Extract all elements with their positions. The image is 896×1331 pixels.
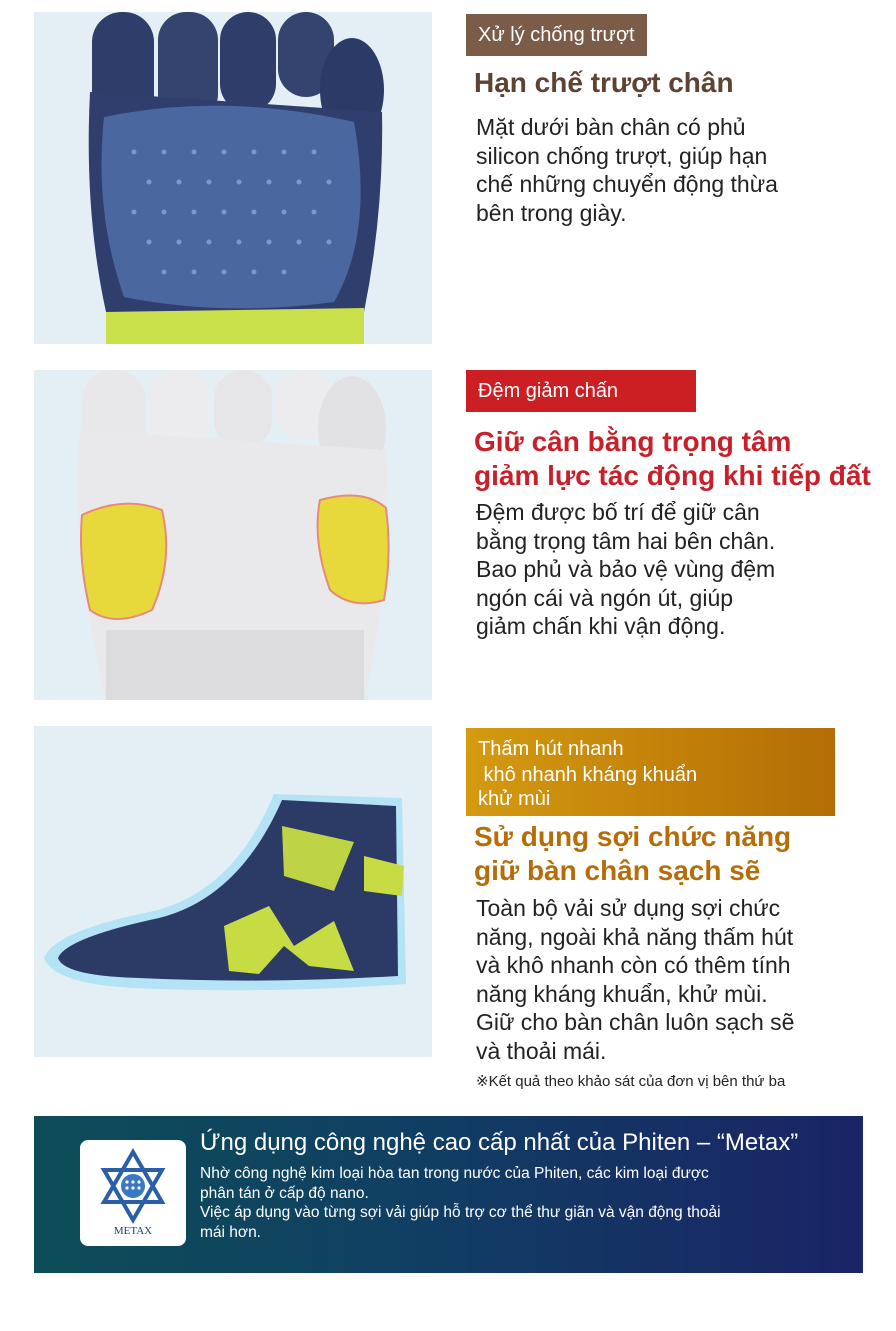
survey-note: ※Kết quả theo khảo sát của đơn vị bên thứ ba	[476, 1073, 786, 1090]
metax-logo-label: METAX	[113, 1225, 153, 1237]
metax-logo	[80, 1140, 186, 1246]
feature-description: Toàn bộ vải sử dụng sợi chức năng, ngoài khả năng thấm hút và khô nhanh còn có thêm tính năng kháng khuẩn, khử mùi. Giữ cho bàn chân luôn sạch sẽ và thoải mái.	[476, 895, 795, 1064]
navy-sock-sole-image	[34, 12, 432, 344]
feature-tag-line2: khô nhanh kháng khuẩn	[478, 764, 698, 786]
feature-tag-line3: khử mùi	[478, 788, 551, 810]
banner-description: Nhờ công nghệ kim loại hòa tan trong nước của Phiten, các kim loại được phân tán ở cấp độ nano. Việc áp dụng vào từng sợi vải giúp hỗ trợ cơ thể thư giãn và vận động thoải mái hơn.	[200, 1165, 721, 1241]
feature-heading-line1: Sử dụng sợi chức năng	[474, 821, 792, 852]
feature-heading: Hạn chế trượt chân	[474, 67, 734, 98]
feature-heading-line2: giữ bàn chân sạch sẽ	[474, 855, 761, 886]
feature-tag	[466, 728, 835, 816]
feature-description: Mặt dưới bàn chân có phủ silicon chống trượt, giúp hạn chế những chuyển động thừa bên trong giày.	[476, 114, 778, 226]
feature-heading-line1: Giữ cân bằng trọng tâm	[474, 426, 792, 457]
ankle-sock-image	[34, 726, 432, 1057]
feature-tag: Đệm giảm chấn	[466, 370, 696, 412]
feature-description: Đệm được bố trí để giữ cân bằng trọng tâm hai bên chân. Bao phủ và bảo vệ vùng đệm ngón cái và ngón út, giúp giảm chấn khi vận động.	[476, 499, 776, 639]
metax-banner	[34, 1116, 863, 1273]
metax-star-icon	[104, 1152, 162, 1220]
feature-tag: Xử lý chống trượt	[466, 14, 647, 56]
white-sock-cushion-image	[34, 370, 432, 700]
feature-heading-line2: giảm lực tác động khi tiếp đất	[474, 460, 871, 491]
banner-title: Ứng dụng công nghệ cao cấp nhất của Phiten – “Metax”	[200, 1129, 799, 1156]
feature-tag-line1: Thấm hút nhanh	[478, 738, 624, 760]
